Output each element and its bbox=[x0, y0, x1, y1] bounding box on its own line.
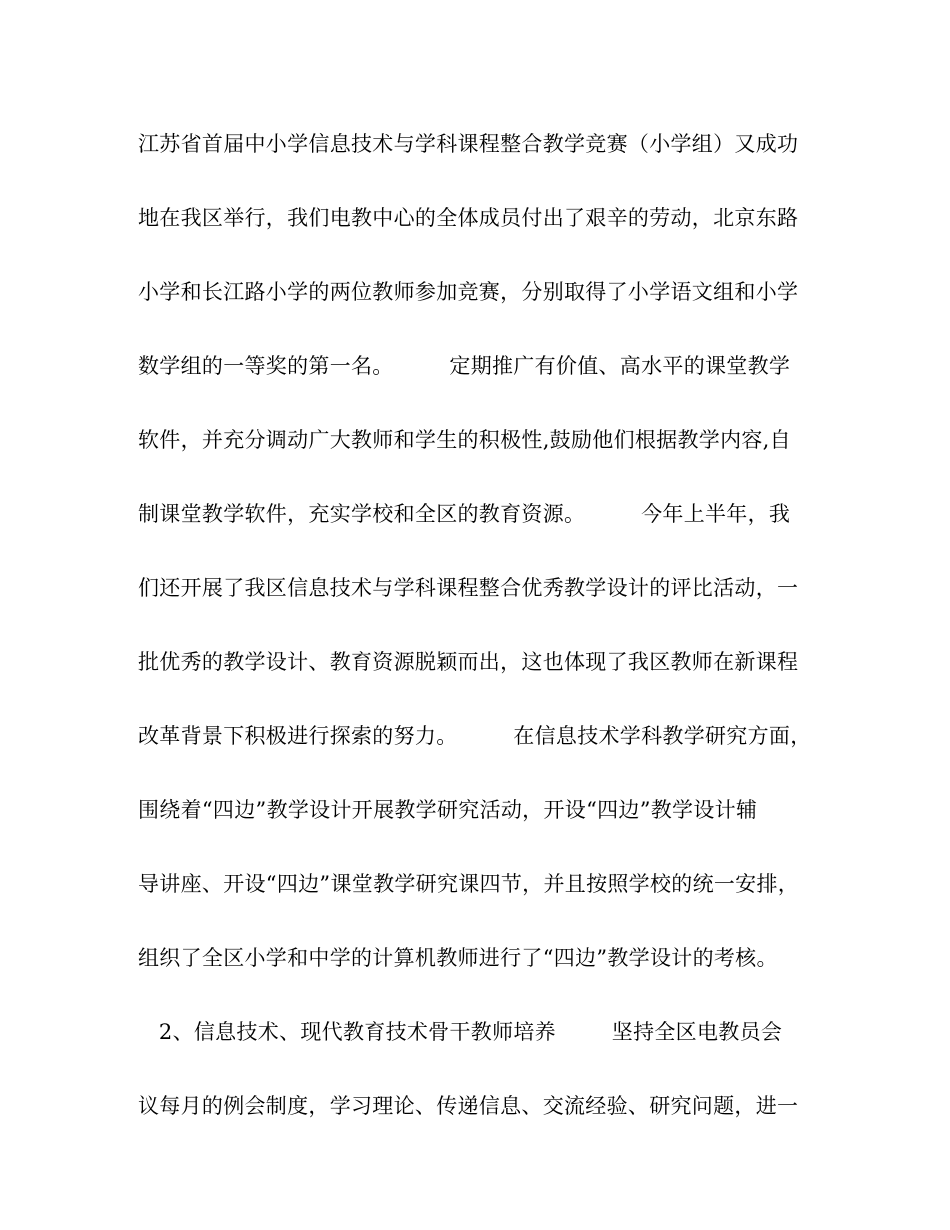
text-line: 软件，并充分调动广大教师和学生的积极性,鼓励他们根据教学内容,自 bbox=[138, 428, 791, 452]
text-line: 议每月的例会制度，学习理论、传递信息、交流经验、研究问题，进一 bbox=[138, 1094, 799, 1118]
text-line: 们还开展了我区信息技术与学科课程整合优秀教学设计的评比活动，一 bbox=[138, 576, 799, 600]
text-line: 导讲座、开设“四边”课堂教学研究课四节，并且按照学校的统一安排， bbox=[138, 872, 800, 896]
text-line: 数学组的一等奖的第一名。 定期推广有价值、高水平的课堂教学 bbox=[138, 354, 791, 378]
text-line: 地在我区举行，我们电教中心的全体成员付出了艰辛的劳动，北京东路 bbox=[138, 206, 799, 230]
text-line: 批优秀的教学设计、教育资源脱颖而出，这也体现了我区教师在新课程 bbox=[138, 650, 799, 674]
text-line: 制课堂教学软件，充实学校和全区的教育资源。 今年上半年，我 bbox=[138, 502, 791, 526]
text-line: 2、信息技术、现代教育技术骨干教师培养 坚持全区电教员会 bbox=[138, 1020, 783, 1044]
text-line: 小学和长江路小学的两位教师参加竞赛，分别取得了小学语文组和小学 bbox=[138, 280, 799, 304]
text-line: 围绕着“四边”教学设计开展教学研究活动，开设“四边”教学设计辅 bbox=[138, 798, 758, 822]
text-line: 改革背景下积极进行探索的努力。 在信息技术学科教学研究方面， bbox=[138, 724, 812, 748]
text-line: 江苏省首届中小学信息技术与学科课程整合教学竞赛（小学组）又成功 bbox=[138, 132, 799, 156]
text-line: 组织了全区小学和中学的计算机教师进行了“四边”教学设计的考核。 bbox=[138, 946, 778, 970]
